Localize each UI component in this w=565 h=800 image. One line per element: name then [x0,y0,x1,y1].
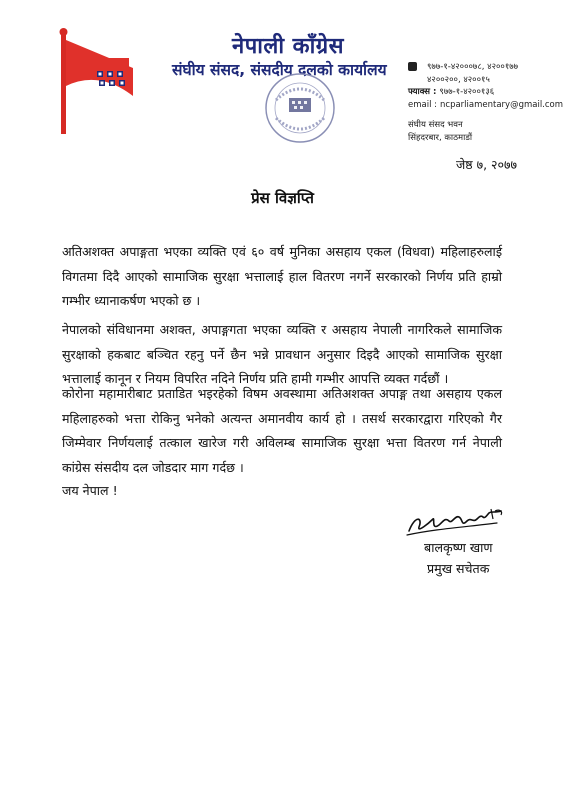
body-paragraph-3: कोरोना महामारीबाट प्रताडित भइरहेको विषम अवस्थामा अतिअशक्त अपाङ्ग तथा असहाय एकल महिलाहरुको भत्ता रोकिनु भनेको अत्यन्त अमानवीय कार्य हो । तसर्थ सरकारद्वारा गरिएको गैर जिम्मेवार निर्णयलाई तत्काल खारेज गरी अविलम्ब सामाजिक सुरक्षा भत्ता वितरण गर्न नेपाली कांग्रेस संसदीय दल जोडदार माग गर्दछ । [62,386,502,475]
office-name: संघीय संसद, संसदीय दलको कार्यालय [172,61,387,79]
phone-numbers-line-2: ४२००२००, ४२००१५ [427,74,490,85]
signatory-name: बालकृष्ण खाण [424,540,493,555]
email-label: email : [408,99,438,110]
email-row [408,99,564,112]
address-line-1: संघीय संसद भवन [408,120,463,130]
party-flag-logo [55,26,135,136]
fax-row [408,86,560,99]
contact-block [408,61,564,144]
phone-icon [408,62,417,71]
handwritten-signature [405,505,510,541]
closing-line: जय नेपाल ! [62,483,118,498]
email-address[interactable]: ncparliamentary@gmail.com [440,99,564,110]
office-seal [262,70,338,146]
document-title: प्रेस विज्ञप्ति [251,189,314,207]
body-paragraph-1: अतिअशक्त अपाङ्गता भएका व्यक्ति एवं ६० वर्ष मुनिका असहाय एकल (विधवा) महिलाहरुलाई विगतमा दिदै आएको सामाजिक सुरक्षा भत्तालाई हाल वितरण नगर्ने सरकारको निर्णय प्रति हाम्रो गम्भीर ध्यानाकर्षण भएको छ । [62,244,502,308]
party-name: नेपाली काँग्रेस [232,34,345,59]
signatory-title: प्रमुख सचेतक [427,561,490,576]
address-line-2: सिंहदरबार, काठमाडौं [408,132,473,143]
phone-row [408,61,560,74]
body-paragraph-2: नेपालको संविधानमा अशक्त, अपाङ्गगता भएका व्यक्ति र असहाय नेपाली नागरिकले सामाजिक सुरक्षाको हकबाट बञ्चित रहनु पर्ने छैन भन्ने प्रावधान अनुसार दिइदै आएको सामाजिक सुरक्षा भत्तालाई कानून र नियम विपरित नदिने निर्णय प्रति हामी गम्भीर आपत्ति व्यक्त गर्दछौं । [62,322,502,386]
fax-number: ९७७-१-४२००१३६ [439,87,495,97]
fax-label: फ्याक्स : [408,87,437,97]
phone-numbers-line-1: ९७७-१-४२०००७८, ४२००१७७ [427,62,519,72]
document-date: जेष्ठ ७, २०७७ [456,157,518,172]
